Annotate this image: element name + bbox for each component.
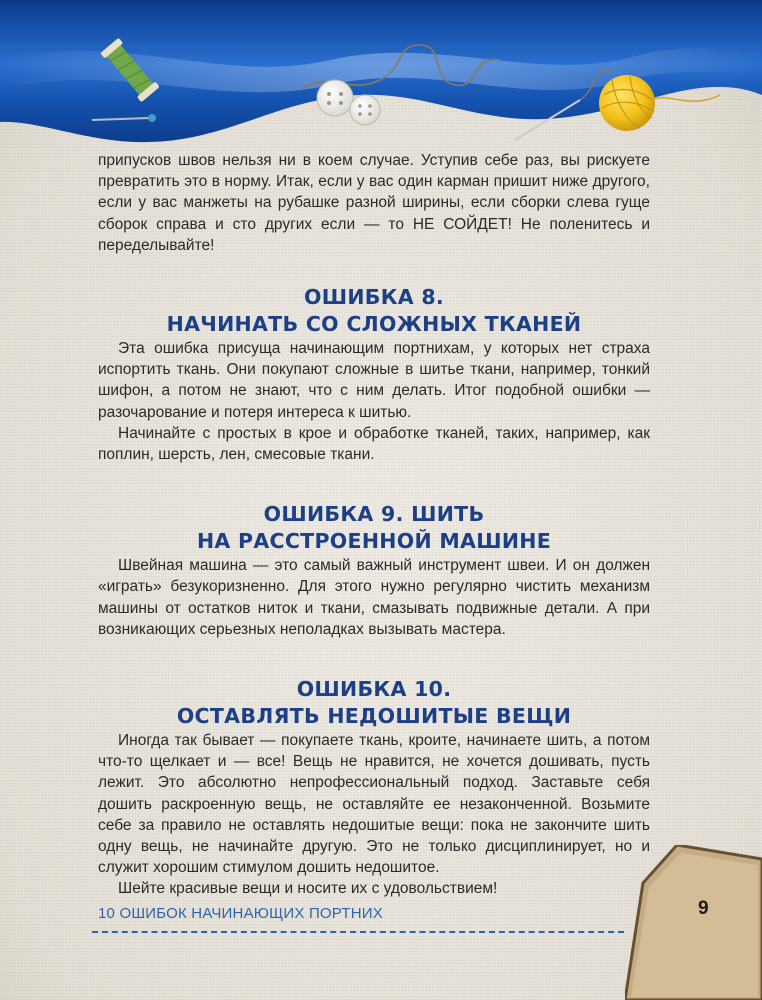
body-paragraph: Начинайте с простых в крое и обработке тканей, таких, например, как поплин, шерсть, лен, смесовые ткани. [98,424,650,464]
body-paragraph: Эта ошибка присуща начинающим портнихам, у которых нет страха испортить ткань. Они покупают сложные в шитье ткани, например, тонкий шифон, а потом не знают, что с ним делать. Итог подобной ошибки — разочарование и потеря интереса к шитью. [98,340,650,421]
section-heading [98,676,650,730]
heading-line: ОСТАВЛЯТЬ НЕДОШИТЫЕ ВЕЩИ [176,704,572,729]
section-error-10 [98,676,650,900]
body-paragraph: Иногда так бывает — покупаете ткань, кроите, начинаете шить, а потом что-то щелкает и — все! Вещь не нравится, не хочется дошивать, пусть лежит. Это абсолютно непрофессиональный подход. Заставьте себя дошить раскроенную вещь, не оставляйте ее незаконченной. Возьмите себе за правило не оставлять недошитые вещи: пока не закончите шить одну вещь, не начинайте другую. Это не только дисциплинирует, но и служит хорошим стимулом дошить недошитое. [98,732,650,877]
intro-paragraph: припусков швов нельзя ни в коем случае. Уступив себе раз, вы рискуете превратить это в норму. Итак, если у вас один карман пришит ниже другого, если у вас манжеты на рубашке разной ширины, если сборки слева гуще сборок справа и сто других если — то НЕ СОЙДЕТ! Не поленитесь и переделывайте! [98,152,650,254]
ribbon-banner [0,0,762,175]
page-content [98,150,650,900]
corner-card-decoration [625,845,762,1000]
page-number: 9 [698,898,709,919]
footer-book-title: 10 ОШИБОК НАЧИНАЮЩИХ ПОРТНИХ [98,905,383,922]
footer-dashed-divider [92,931,624,933]
heading-line: ОШИБКА 9. ШИТЬ [263,502,485,527]
heading-line: ОШИБКА 8. [303,285,445,310]
section-error-9 [98,501,650,640]
section-error-8 [98,284,650,465]
heading-line: НА РАССТРОЕННОЙ МАШИНЕ [196,529,552,554]
body-paragraph: Шейте красивые вещи и носите их с удовольствием! [118,880,498,898]
heading-line: НАЧИНАТЬ СО СЛОЖНЫХ ТКАНЕЙ [166,312,582,337]
body-paragraph: Швейная машина — это самый важный инструмент швеи. И он должен «играть» безукоризненно. Для этого нужно регулярно чистить механизм машины от остатков ниток и ткани, смазывать подвижные детали. А при возникающих серьезных неполадках вызывать мастера. [98,557,650,638]
section-heading [98,501,650,555]
section-heading [98,284,650,338]
heading-line: ОШИБКА 10. [296,677,452,702]
